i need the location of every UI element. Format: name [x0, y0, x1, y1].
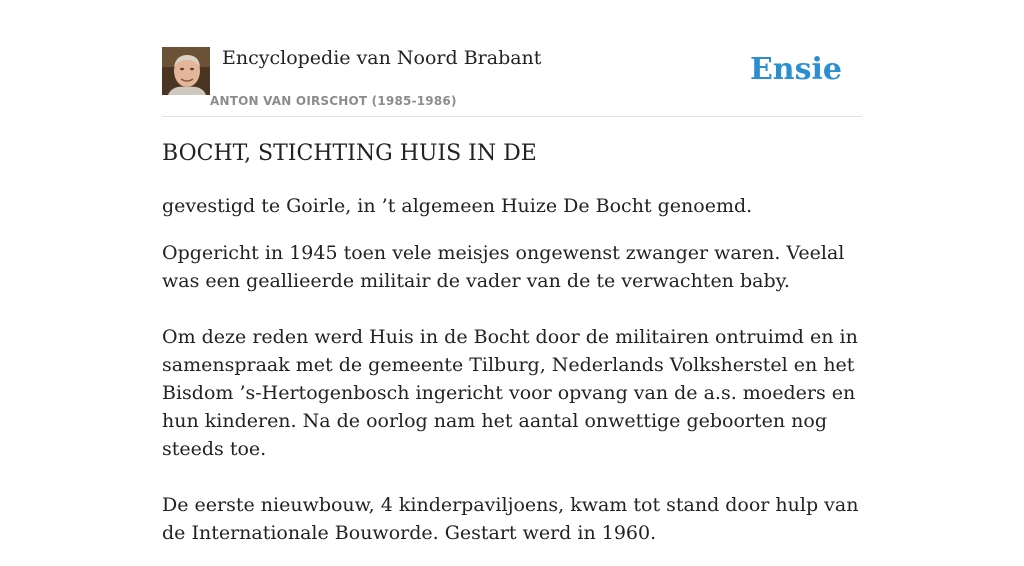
entry-paragraph: Opgericht in 1945 toen vele meisjes ongewenst zwanger waren. Veelal was een geallieerde militair de vader van de te verwachten baby. — [162, 242, 845, 292]
entry-paragraph: gevestigd te Goirle, in ’t algemeen Huize De Bocht genoemd. — [162, 195, 753, 217]
entry-paragraph: Om deze reden werd Huis in de Bocht door de militairen ontruimd en in samenspraak met de gemeente Tilburg, Nederlands Volksherstel en het Bisdom ’s-Hertogenbosch ingericht voor opvang van de a.s. moeders en hun kinderen. Na de oorlog nam het aantal onwettige geboorten nog steeds toe. — [162, 326, 858, 460]
ensie-logo[interactable]: Ensie — [749, 52, 842, 87]
author-avatar[interactable] — [162, 47, 210, 95]
author-portrait-icon — [162, 47, 210, 95]
book-title[interactable]: Encyclopedie van Noord Brabant — [222, 47, 542, 69]
entry-body — [162, 192, 867, 566]
entry-paragraph: De eerste nieuwbouw, 4 kinderpaviljoens, kwam tot stand door hulp van de Internationale Bouworde. Gestart werd in 1960. — [162, 494, 859, 544]
entry-title: BOCHT, STICHTING HUIS IN DE — [162, 141, 537, 166]
header — [162, 46, 862, 117]
author-name[interactable]: ANTON VAN OIRSCHOT (1985-1986) — [210, 94, 457, 108]
